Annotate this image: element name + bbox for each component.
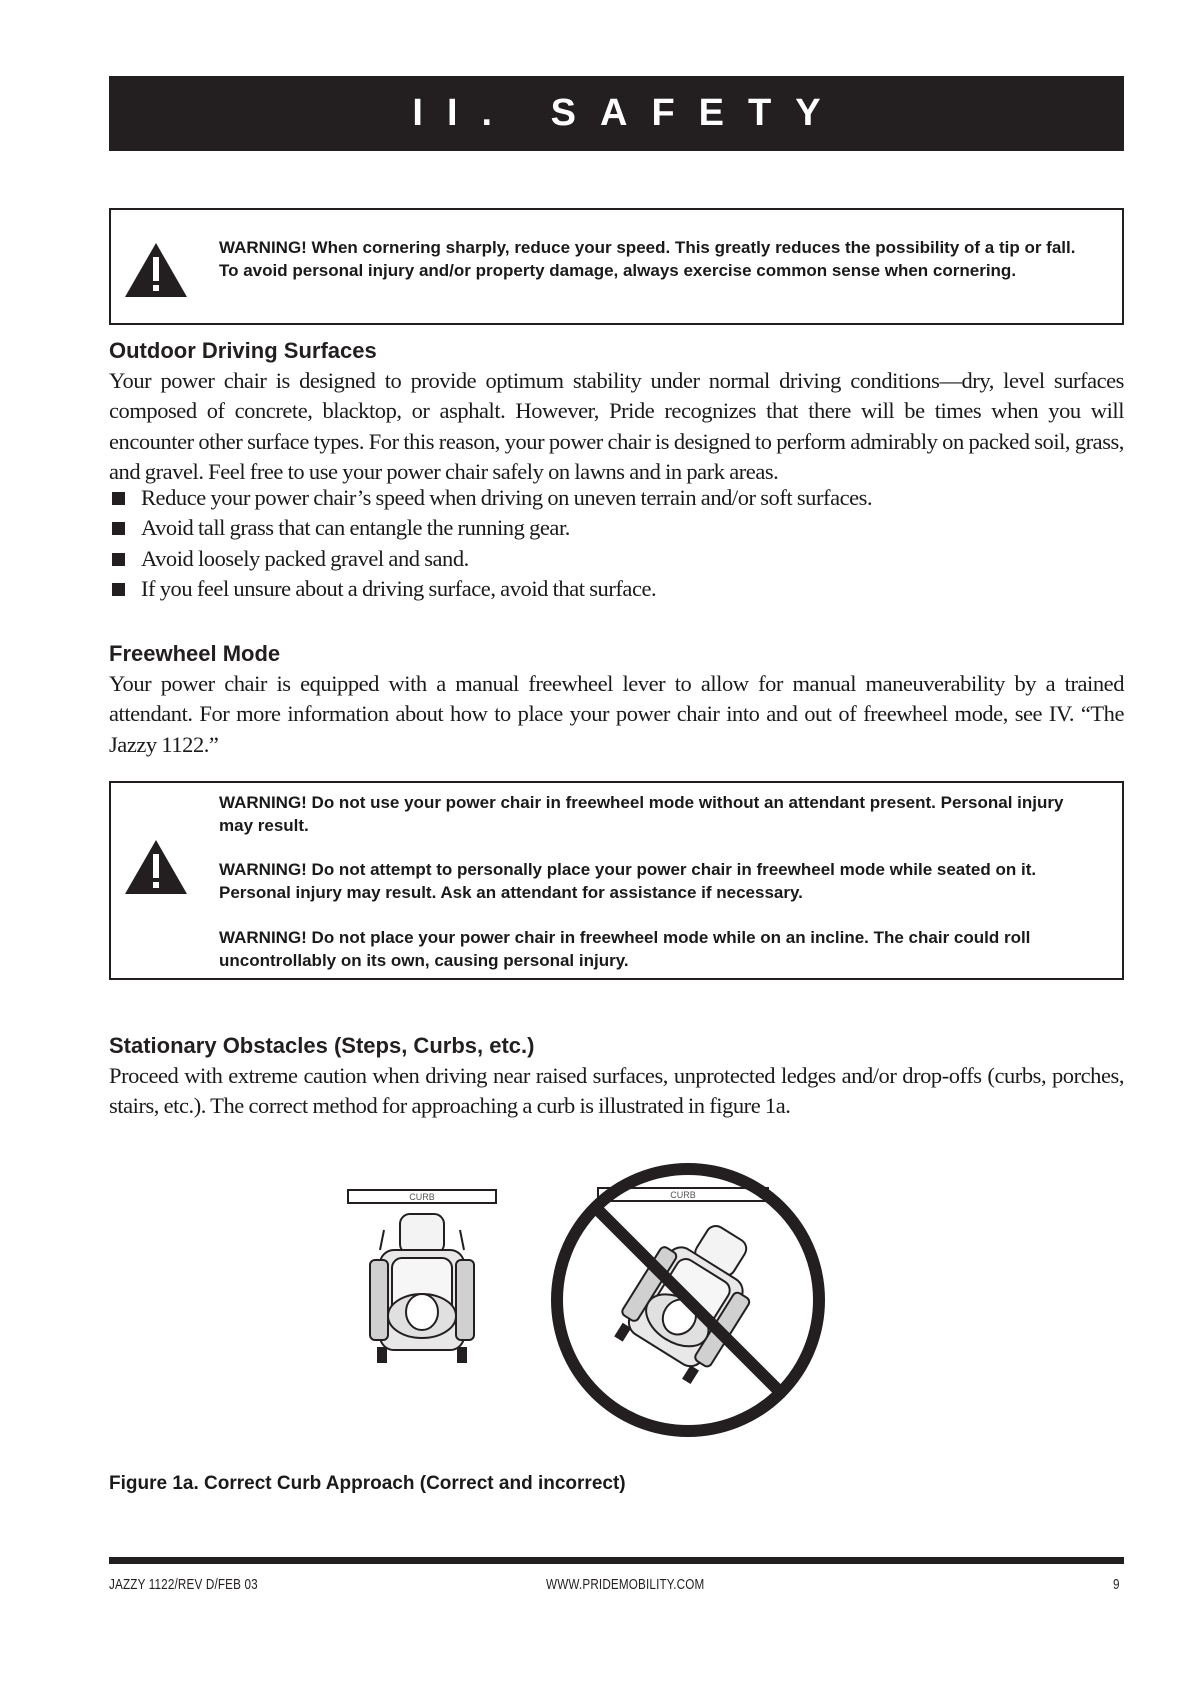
warning-text-2: WARNING! Do not attempt to personally place your power chair in freewheel mode while seated on it. Personal injury may result. Ask an attendant for assistance if necessary. [219, 860, 1037, 902]
list-item: If you feel unsure about a driving surface, avoid that surface. [109, 574, 872, 604]
paragraph-stationary: Proceed with extreme caution when driving near raised surfaces, unprotected ledges and/or drop-offs (curbs, porches, stairs, etc.). The correct method for approaching a curb is illustrated in figure 1a. [109, 1063, 1124, 1119]
bullet-square-icon [112, 492, 125, 505]
heading-stationary-obstacles: Stationary Obstacles (Steps, Curbs, etc.) [109, 1033, 535, 1058]
section-banner [109, 76, 1124, 151]
warning-box-cornering [109, 208, 1124, 325]
footer-rule [109, 1557, 1124, 1564]
paragraph-outdoor: Your power chair is designed to provide optimum stability under normal driving conditions—dry, level surfaces composed of concrete, blacktop, or asphalt. However, Pride recognizes that there will be times when you will encounter other surface types. For this reason, your power chair is designed to perform admirably on packed soil, grass, and gravel. Feel free to use your power chair safely on lawns and in park areas. [109, 368, 1124, 484]
page-number: 9 [1113, 1576, 1120, 1593]
footer-website: WWW.PRIDEMOBILITY.COM [546, 1576, 705, 1593]
warning-text: WARNING! When cornering sharply, reduce your speed. This greatly reduces the possibility of a tip or fall. To avoid personal injury and/or property damage, always exercise common sense when cornering. [219, 238, 1076, 280]
prohibited-icon [557, 1169, 819, 1431]
heading-freewheel-mode: Freewheel Mode [109, 641, 281, 666]
list-item: Avoid loosely packed gravel and sand. [109, 544, 872, 574]
incorrect-approach-illustration [557, 1169, 819, 1431]
bullet-square-icon [112, 583, 125, 596]
figure-curb-approach [340, 1150, 880, 1450]
bullet-square-icon [112, 553, 125, 566]
warning-triangle-icon [123, 838, 189, 896]
warning-text-1: WARNING! Do not use your power chair in freewheel mode without an attendant present. Personal injury may result. [219, 793, 1064, 835]
curb-label: CURB [409, 1192, 435, 1202]
bullet-square-icon [112, 522, 125, 535]
heading-outdoor-driving-surfaces: Outdoor Driving Surfaces [109, 338, 377, 363]
correct-approach-illustration [348, 1190, 496, 1362]
paragraph-freewheel: Your power chair is equipped with a manual freewheel lever to allow for manual maneuverability by a trained attendant. For more information about how to place your power chair into and out of freewheel mode, see IV. “The Jazzy 1122.” [109, 671, 1124, 757]
list-item: Avoid tall grass that can entangle the running gear. [109, 513, 872, 543]
bullet-list-outdoor [109, 483, 872, 604]
warning-box-freewheel [109, 781, 1124, 980]
list-item: Reduce your power chair’s speed when driving on uneven terrain and/or soft surfaces. [109, 483, 872, 513]
footer-document-id: JAZZY 1122/REV D/FEB 03 [109, 1576, 258, 1593]
warning-triangle-icon [123, 241, 189, 299]
section-title: II. SAFETY [412, 92, 845, 134]
warning-text-3: WARNING! Do not place your power chair in freewheel mode while on an incline. The chair could roll uncontrollably on its own, causing personal injury. [219, 928, 1031, 970]
curb-label: CURB [670, 1190, 696, 1200]
figure-caption: Figure 1a. Correct Curb Approach (Correct and incorrect) [109, 1473, 626, 1494]
